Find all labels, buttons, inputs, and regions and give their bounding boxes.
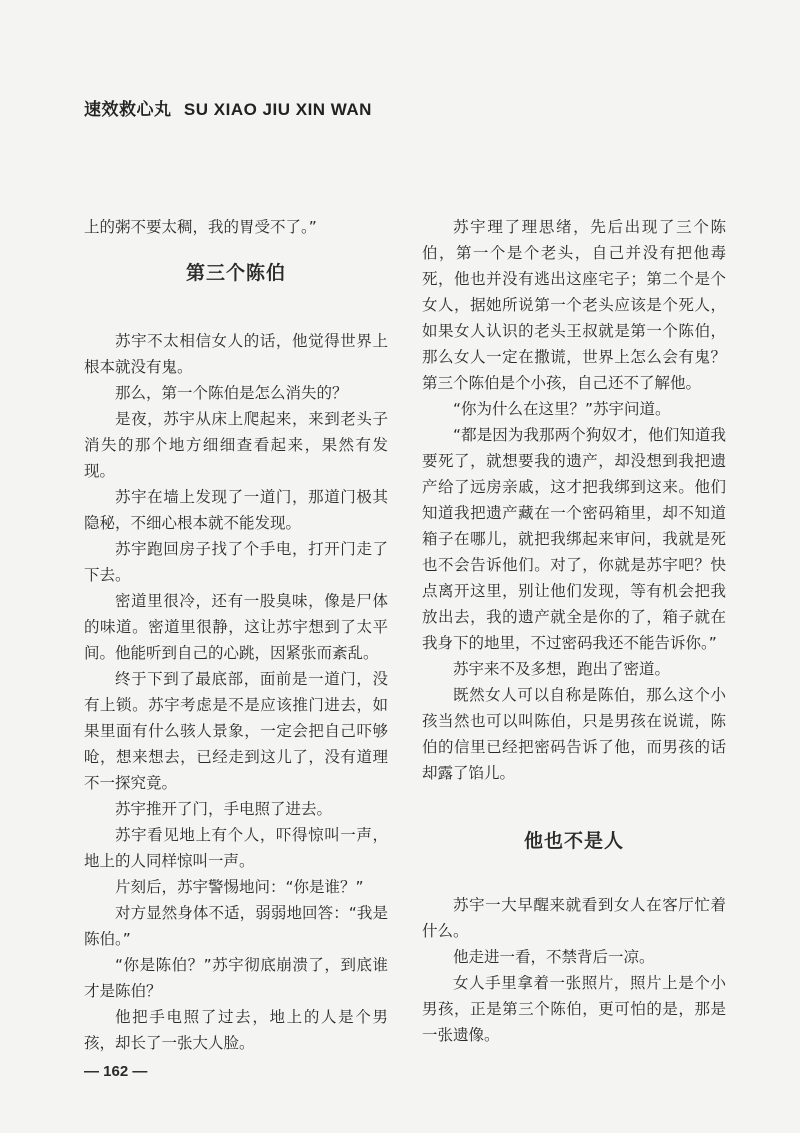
paragraph: 苏宇理了理思绪，先后出现了三个陈伯，第一个是个老头，自己并没有把他毒死，他也并没有逃出这座宅子；第二个是个女人，据她所说第一个老头应该是个死人，如果女人认识的老头王叔就是第一个陈伯，那么女人一定在撒谎，世界上怎么会有鬼？第三个陈伯是个小孩，自己还不了解他。 [422,218,726,392]
paragraph: 苏宇来不及多想，跑出了密道。 [453,660,671,678]
paragraph: 上的粥不要太稠，我的胃受不了。” [84,218,317,236]
running-header [84,95,372,120]
section-heading: 第三个陈伯 [185,262,286,284]
page-number: — 162 — [84,1063,148,1080]
paragraph: 苏宇看见地上有个人，吓得惊叫一声，地上的人同样惊叫一声。 [84,826,388,870]
right-column [422,214,726,1048]
paragraph: 苏宇不太相信女人的话，他觉得世界上根本就没有鬼。 [84,332,388,376]
paragraph: 女人手里拿着一张照片，照片上是个小男孩，正是第三个陈伯，更可怕的是，那是一张遗像。 [422,974,726,1044]
paragraph: 密道里很冷，还有一股臭味，像是尸体的味道。密道里很静，这让苏宇想到了太平间。他能听到自己的心跳，因紧张而紊乱。 [84,592,388,662]
paragraph: 苏宇推开了门，手电照了进去。 [115,800,333,818]
left-column [84,214,388,1056]
paragraph: 他走进一看，不禁背后一凉。 [453,948,655,966]
section-heading: 他也不是人 [523,830,624,852]
paragraph: 终于下到了最底部，面前是一道门，没有上锁。苏宇考虑是不是应该推门进去，如果里面有什么骇人景象，一定会把自己吓够呛，想来想去，已经走到这儿了，没有道理不一探究竟。 [84,670,388,792]
paragraph: 苏宇一大早醒来就看到女人在客厅忙着什么。 [422,896,726,940]
paragraph: 那么，第一个陈伯是怎么消失的？ [115,384,348,402]
paragraph: 他把手电照了过去，地上的人是个男孩，却长了一张大人脸。 [84,1008,388,1052]
paragraph: “都是因为我那两个狗奴才，他们知道我要死了，就想要我的遗产，却没想到我把遗产给了远房亲戚，这才把我绑到这来。他们知道我把遗产藏在一个密码箱里，却不知道箱子在哪儿，就把我绑起来审问，我就是死也不会告诉他们。对了，你就是苏宇吧？快点离开这里，别让他们发现，等有机会把我放出去，我的遗产就全是你的了，箱子就在我身下的地里，不过密码我还不能告诉你。” [422,426,726,652]
paragraph: 片刻后，苏宇警惕地问：“你是谁？” [115,878,364,896]
paragraph: 对方显然身体不适，弱弱地回答：“我是陈伯。” [84,904,388,948]
paragraph: 苏宇跑回房子找了个手电，打开门走了下去。 [84,540,388,584]
paragraph: 苏宇在墙上发现了一道门，那道门极其隐秘，不细心根本就不能发现。 [84,488,388,532]
paragraph: “你为什么在这里？”苏宇问道。 [453,400,671,418]
paragraph: 既然女人可以自称是陈伯，那么这个小孩当然也可以叫陈伯，只是男孩在说谎，陈伯的信里已经把密码告诉了他，而男孩的话却露了馅儿。 [422,686,726,782]
header-title-pinyin: SU XIAO JIU XIN WAN [183,100,372,119]
paragraph: 是夜，苏宇从床上爬起来，来到老头子消失的那个地方细细查看起来，果然有发现。 [84,410,388,480]
header-title-chinese: 速效救心丸 [84,100,172,120]
paragraph: “你是陈伯？”苏宇彻底崩溃了，到底谁才是陈伯？ [84,956,388,1000]
